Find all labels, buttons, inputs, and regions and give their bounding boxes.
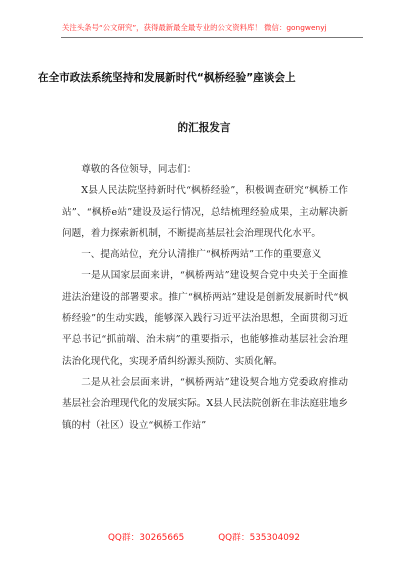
- document-body: [62, 159, 348, 436]
- section-heading-1: 一、提高站位，充分认清推广“枫桥两站”工作的重要意义: [81, 249, 322, 261]
- footer-contact: [0, 532, 408, 544]
- document-title-line-1: 在全市政法系统坚持和发展新时代“枫桥经验”座谈会上: [38, 72, 296, 84]
- intro-paragraph: X县人民法院坚持新时代“枫桥经验”，积极调查研究“枫桥工作站”、“枫桥e站”建设及运行情况，总结梳理经验成果，主动解决新问题，着力探索新机制，不断提高基层社会治理现代化水平。: [62, 185, 348, 239]
- document-title-line-2: 的汇报发言: [177, 122, 231, 134]
- footer-qq-group-2: QQ群：535304092: [218, 533, 301, 543]
- salutation-paragraph: 尊敬的各位领导，同志们：: [81, 164, 197, 175]
- body-paragraph-social-level: 二是从社会层面来讲，“枫桥两站”建设契合地方党委政府推动基层社会治理现代化的发展实际。X县人民法院创新在非法庭驻地乡镇的村（社区）设立“枫桥工作站”: [62, 376, 348, 431]
- body-paragraph-national-level: 一是从国家层面来讲，“枫桥两站”建设契合党中央关于全面推进法治建设的部署要求。推广“枫桥两站”建设是创新发展新时代“枫桥经验”的生动实践，能够深入践行习近平法治思想，全面贯彻习近平总书记“抓前端、治未病”的重要指示，也能够推动基层社会治理法治化现代化，实现矛盾纠纷源头预防、实质化解。: [62, 270, 348, 367]
- header-promo-banner: 关注头条号“公文研究”，获得最新最全最专业的公文资料库！ 微信：gongwenyj: [62, 23, 327, 32]
- header-divider: [61, 37, 363, 38]
- footer-qq-group-1: QQ群：30265665: [107, 533, 185, 543]
